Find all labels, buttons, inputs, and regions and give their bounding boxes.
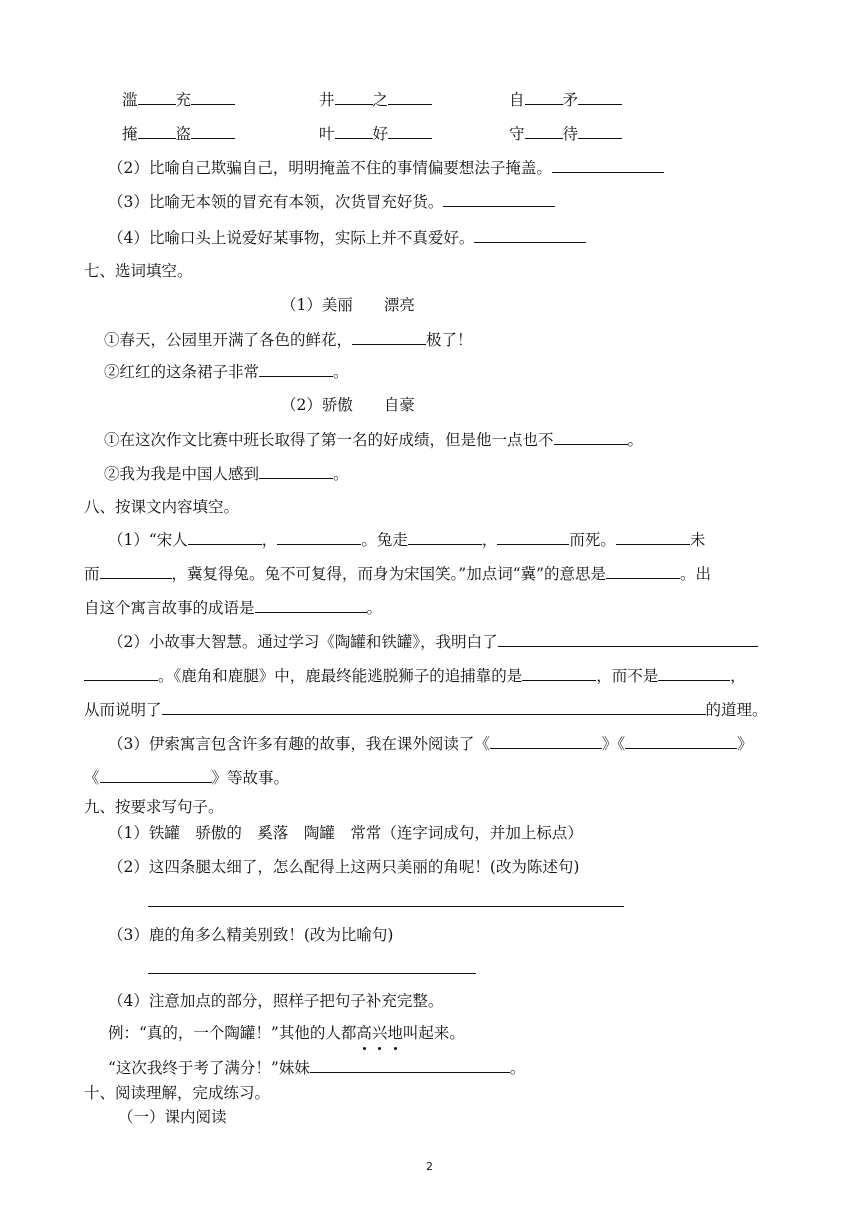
sentence-task-2: （2）这四条腿太细了，怎么配得上这两只美丽的角呢！(改为陈述句) xyxy=(108,858,580,876)
question-text: （3）比喻无本领的冒充有本领，次货冒充好货。 xyxy=(108,193,444,211)
answer-blank[interactable] xyxy=(259,462,333,479)
word-choice-group-2: （2）骄傲 自豪 xyxy=(281,396,415,414)
answer-blank[interactable] xyxy=(578,88,622,105)
answer-blank[interactable] xyxy=(408,528,482,545)
answer-blank[interactable] xyxy=(474,226,586,243)
choice-sentence-4: ②我为我是中国人感到 。 xyxy=(104,462,349,485)
answer-blank[interactable] xyxy=(498,630,758,647)
answer-blank[interactable] xyxy=(255,596,367,613)
dotted-char: 地 xyxy=(387,1024,403,1042)
answer-line[interactable] xyxy=(148,973,476,974)
answer-blank[interactable] xyxy=(100,766,212,783)
answer-blank[interactable] xyxy=(525,88,563,105)
section-7-title: 七、选词填空。 xyxy=(84,262,193,280)
answer-blank[interactable] xyxy=(162,698,706,715)
answer-blank[interactable] xyxy=(138,122,176,139)
idiom-char: 好 xyxy=(372,125,389,143)
answer-blank[interactable] xyxy=(259,360,333,377)
page-number: 2 xyxy=(426,1160,433,1173)
choice-sentence-1: ①春天，公园里开满了各色的鲜花， 极了！ xyxy=(104,328,473,351)
answer-blank[interactable] xyxy=(188,528,262,545)
answer-blank[interactable] xyxy=(335,88,373,105)
idiom-char: 充 xyxy=(175,91,192,109)
answer-blank[interactable] xyxy=(525,122,563,139)
idiom-question-4 xyxy=(108,226,586,249)
answer-blank[interactable] xyxy=(277,528,361,545)
fill-paragraph-1-line-1: （1）“宋人 ， 。兔走 ， 而死。 未 xyxy=(108,528,705,551)
answer-blank[interactable] xyxy=(138,88,176,105)
question-text: （4）比喻口头上说爱好某事物，实际上并不真爱好。 xyxy=(108,229,475,247)
answer-blank[interactable] xyxy=(388,122,432,139)
answer-blank[interactable] xyxy=(443,190,555,207)
answer-blank[interactable] xyxy=(388,88,432,105)
idiom-char: 矛 xyxy=(562,91,579,109)
idiom-question-2 xyxy=(108,156,664,179)
dotted-char: 高 xyxy=(356,1024,372,1042)
fill-paragraph-2-line-1: （2）小故事大智慧。通过学习《陶罐和铁罐》，我明白了 xyxy=(108,630,758,653)
sentence-task-4: （4）注意加点的部分，照样子把句子补充完整。 xyxy=(108,992,444,1010)
answer-blank[interactable] xyxy=(490,732,602,749)
answer-blank[interactable] xyxy=(554,428,628,445)
section-8-title: 八、按课文内容填空。 xyxy=(84,498,240,516)
sentence-task-3: （3）鹿的角多么精美别致！(改为比喻句) xyxy=(108,926,394,944)
idiom-char: 滥 xyxy=(122,91,138,109)
imitation-sentence: “这次我终于考了满分！”妹妹 。 xyxy=(108,1056,525,1079)
word-choice-group-1: （1）美丽 漂亮 xyxy=(281,296,415,314)
idiom-char: 自 xyxy=(509,91,525,109)
answer-blank[interactable] xyxy=(625,732,737,749)
idiom-char: 盗 xyxy=(175,125,192,143)
dotted-char: 兴 xyxy=(371,1024,388,1042)
section-9-title: 九、按要求写句子。 xyxy=(84,798,224,816)
answer-blank[interactable] xyxy=(335,122,373,139)
answer-blank[interactable] xyxy=(310,1056,510,1073)
answer-blank[interactable] xyxy=(658,664,730,681)
answer-blank[interactable] xyxy=(578,122,622,139)
reading-subsection-title: （一）课内阅读 xyxy=(118,1108,227,1126)
fill-paragraph-3-line-2: 《 》等故事。 xyxy=(84,766,289,789)
idiom-row-1 xyxy=(122,88,622,111)
fill-paragraph-3-line-1: （3）伊索寓言包含许多有趣的故事，我在课外阅读了《 》《 》 xyxy=(108,732,753,755)
section-10-title: 十、阅读理解，完成练习。 xyxy=(84,1084,271,1102)
idiom-char: 叶 xyxy=(319,125,335,143)
answer-blank[interactable] xyxy=(497,528,569,545)
choice-sentence-2: ②红红的这条裙子非常 。 xyxy=(104,360,349,383)
idiom-char: 待 xyxy=(562,125,579,143)
example-sentence: 例：“真的，一个陶罐！”其他的人都高兴地叫起来。 xyxy=(108,1024,465,1042)
answer-blank[interactable] xyxy=(100,562,172,579)
answer-blank[interactable] xyxy=(606,562,680,579)
fill-paragraph-2-line-3: 从而说明了 的道理。 xyxy=(84,698,768,721)
fill-paragraph-1-line-3: 自这个寓言故事的成语是 。 xyxy=(84,596,382,619)
question-text: （2）比喻自己欺骗自己，明明掩盖不住的事情偏要想法子掩盖。 xyxy=(108,159,552,177)
answer-blank[interactable] xyxy=(84,664,158,681)
answer-blank[interactable] xyxy=(522,664,596,681)
idiom-char: 守 xyxy=(509,125,525,143)
answer-blank[interactable] xyxy=(616,528,690,545)
idiom-char: 井 xyxy=(319,91,335,109)
idiom-row-2 xyxy=(122,122,622,145)
answer-blank[interactable] xyxy=(352,328,426,345)
choice-sentence-3: ①在这次作文比赛中班长取得了第一名的好成绩，但是他一点也不 。 xyxy=(104,428,643,451)
sentence-task-1: （1）铁罐 骄傲的 奚落 陶罐 常常（连字词成句，并加上标点） xyxy=(108,824,583,842)
idiom-question-3 xyxy=(108,190,555,213)
idiom-char: 之 xyxy=(372,91,389,109)
answer-blank[interactable] xyxy=(191,122,235,139)
fill-paragraph-1-line-2: 而 ，冀复得兔。兔不可复得，而身为宋国笑。”加点词“冀”的意思是 。出 xyxy=(84,562,711,585)
idiom-char: 掩 xyxy=(122,125,138,143)
answer-blank[interactable] xyxy=(552,156,664,173)
fill-paragraph-2-line-2: 。《鹿角和鹿腿》中，鹿最终能逃脱狮子的追捕靠的是 ，而不是 ， xyxy=(84,664,746,687)
answer-line[interactable] xyxy=(148,906,624,907)
answer-blank[interactable] xyxy=(191,88,235,105)
